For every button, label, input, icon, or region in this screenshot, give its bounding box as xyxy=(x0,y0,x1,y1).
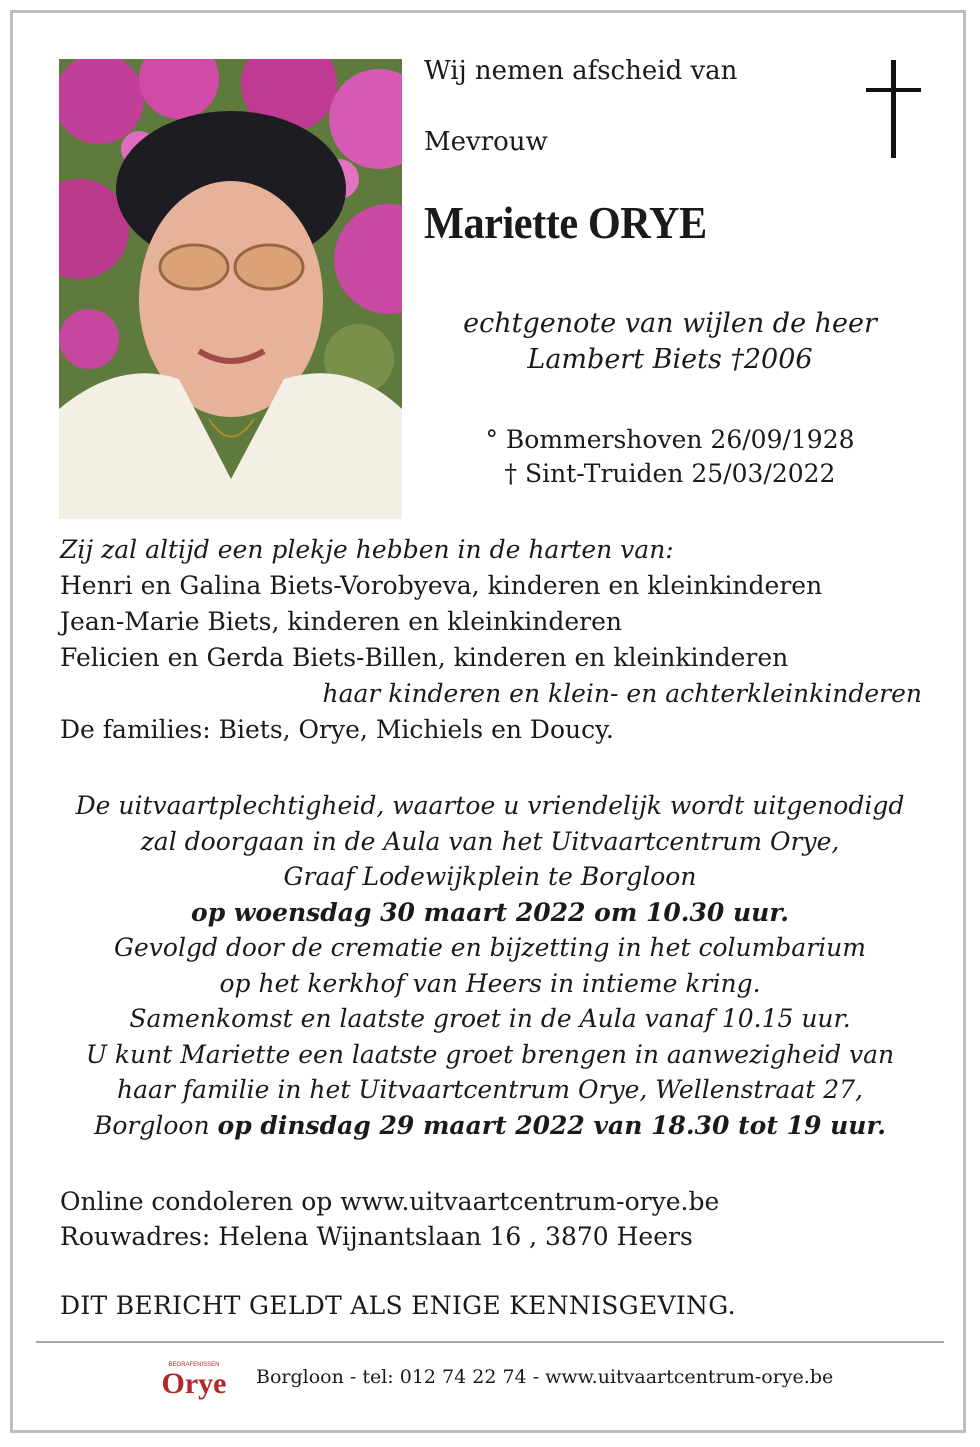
funeral-line: Gevolgd door de crematie en bijzetting in het columbarium xyxy=(114,933,866,962)
svg-text:BEGRAFENISSEN: BEGRAFENISSEN xyxy=(168,1362,220,1368)
funeral-line: haar familie in het Uitvaartcentrum Orye, Wellenstraat 27, xyxy=(116,1075,863,1104)
funeral-line: Samenkomst en laatste groet in de Aula vanaf 10.15 uur. xyxy=(129,1004,851,1033)
visitation-place: Borgloon xyxy=(93,1110,210,1140)
contact-section xyxy=(60,1184,719,1254)
family-member: Henri en Galina Biets-Vorobyeva, kinderen en kleinkinderen xyxy=(60,571,823,600)
funeral-details xyxy=(40,788,940,1143)
intro-text: Wij nemen afscheid van xyxy=(424,56,738,86)
family-member: Jean-Marie Biets, kinderen en kleinkinderen xyxy=(60,607,622,636)
footer-contact: Borgloon - tel: 012 74 22 74 - www.uitvaartcentrum-orye.be xyxy=(256,1366,834,1388)
orye-logo xyxy=(154,1358,234,1400)
visitation-date: op dinsdag 29 maart 2022 van 18.30 tot 19 uur. xyxy=(217,1110,887,1140)
funeral-line: De uitvaartplechtigheid, waartoe u vriendelijk wordt uitgenodigd xyxy=(75,791,905,820)
families-line: De families: Biets, Orye, Michiels en Doucy. xyxy=(60,715,614,744)
spouse-line-2: Lambert Biets †2006 xyxy=(527,344,813,375)
birth-date: ° Bommershoven 26/09/1928 xyxy=(485,425,855,454)
spouse-line-1: echtgenote van wijlen de heer xyxy=(463,308,877,339)
portrait-photo xyxy=(59,59,402,519)
mourning-address: Rouwadres: Helena Wijnantslaan 16 , 3870 Heers xyxy=(60,1222,693,1251)
footer-divider xyxy=(36,1341,944,1343)
online-condolence: Online condoleren op www.uitvaartcentrum-orye.be xyxy=(60,1187,720,1216)
cross-icon xyxy=(864,60,924,160)
grandchildren-line: haar kinderen en klein- en achterkleinkinderen xyxy=(322,679,922,708)
footer xyxy=(150,1358,850,1402)
closing-notice: DIT BERICHT GELDT ALS ENIGE KENNISGEVING. xyxy=(60,1291,736,1320)
family-section xyxy=(60,532,922,748)
life-dates xyxy=(430,423,910,491)
svg-text:Orye: Orye xyxy=(161,1367,227,1400)
deceased-name: Mariette ORYE xyxy=(424,197,707,248)
funeral-line: op het kerkhof van Heers in intieme kring. xyxy=(219,968,761,998)
funeral-line: zal doorgaan in de Aula van het Uitvaartcentrum Orye, xyxy=(140,826,840,856)
funeral-line: Graaf Lodewijkplein te Borgloon xyxy=(283,862,697,891)
family-heading: Zij zal altijd een plekje hebben in de harten van: xyxy=(60,535,674,564)
spouse-info xyxy=(410,306,930,378)
family-member: Felicien en Gerda Biets-Billen, kinderen en kleinkinderen xyxy=(60,643,789,672)
death-date: † Sint-Truiden 25/03/2022 xyxy=(504,459,836,488)
title-text: Mevrouw xyxy=(424,127,548,157)
funeral-date: op woensdag 30 maart 2022 om 10.30 uur. xyxy=(191,897,789,927)
funeral-line: U kunt Mariette een laatste groet brengen in aanwezigheid van xyxy=(85,1039,895,1069)
